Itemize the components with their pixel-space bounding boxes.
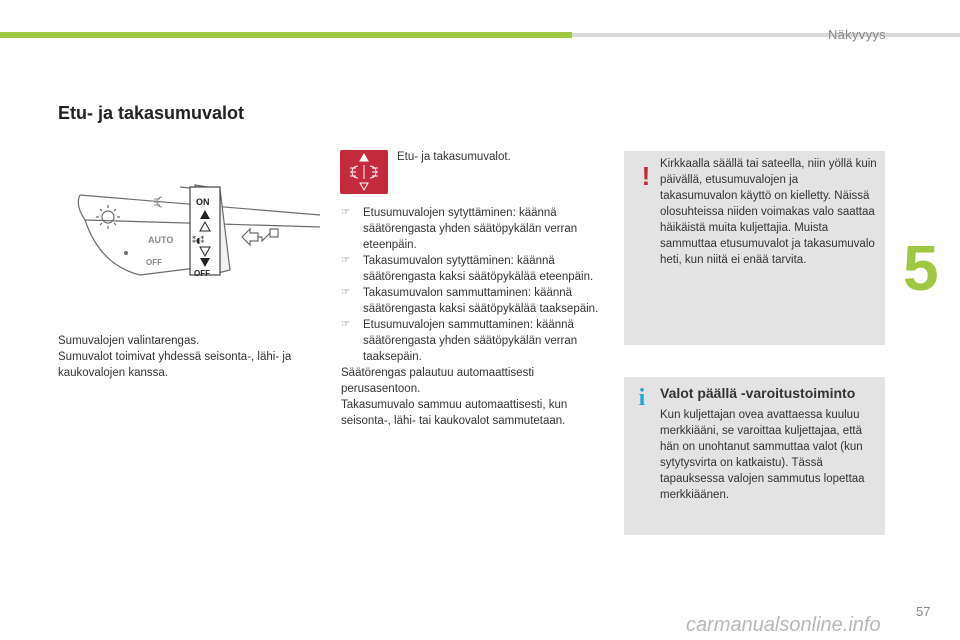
section-title: Näkyvyys xyxy=(827,27,886,42)
instruction-list xyxy=(341,205,606,429)
fog-lights-icon xyxy=(340,150,388,194)
watermark: carmanualsonline.info xyxy=(686,614,881,636)
rotate-arrows-icon xyxy=(242,229,278,245)
fog-ring xyxy=(190,187,220,278)
sun-icon xyxy=(96,205,120,229)
stalk-caption xyxy=(58,333,328,381)
note-paragraph: Takasumuvalo sammuu automaattisesti, kun seisonta-, lähi- tai kaukovalot sammutetaan. xyxy=(341,399,568,427)
list-item: ☞ Takasumuvalon sytyttäminen: käännä säätörengasta kaksi säätöpykälää eteenpäin. xyxy=(341,255,594,283)
page-number: 57 xyxy=(916,604,931,619)
stalk-label-on: ON xyxy=(196,197,210,207)
note-paragraph: Säätörengas palautuu automaattisesti perusasentoon. xyxy=(341,367,535,395)
list-item: ☞ Etusumuvalojen sammuttaminen: käännä säätörengasta yhden säätöpykälän verran taaksepäin. xyxy=(341,319,578,363)
page-title: Etu- ja takasumuvalot xyxy=(58,103,245,123)
info-box xyxy=(624,377,885,535)
info-title: Valot päällä -varoitustoiminto xyxy=(660,385,856,401)
stalk-label-off-ring: OFF xyxy=(194,269,210,278)
warning-box xyxy=(624,151,885,345)
hand-pointer-icon: ☞ xyxy=(341,319,350,330)
info-text: Kun kuljettajan ovea avattaessa kuuluu merkkiääni, se varoittaa kuljettajaa, että hän on unohtanut sammuttaa valot (kun sytytysvirta on katkaistu). Tässä tapauksessa valojen sammutus lopettaa merkkiäänen. xyxy=(660,409,865,501)
header-rule xyxy=(572,33,960,37)
fog-lights-badge xyxy=(340,150,388,194)
header-accent-bar xyxy=(0,32,572,38)
list-item: ☞ Takasumuvalon sammuttaminen: käännä säätörengasta kaksi säätöpykälää taaksepäin. xyxy=(341,287,599,315)
hand-pointer-icon: ☞ xyxy=(341,255,350,266)
badge-label: Etu- ja takasumuvalot. xyxy=(397,151,511,163)
indicator-dot-icon xyxy=(124,251,128,255)
hand-pointer-icon: ☞ xyxy=(341,287,350,298)
hand-pointer-icon: ☞ xyxy=(341,207,350,218)
exclamation-icon: ! xyxy=(641,161,651,191)
light-stalk-illustration xyxy=(70,175,320,295)
chapter-number: 5 xyxy=(903,232,939,304)
info-icon: i xyxy=(638,385,646,411)
stalk-label-off: OFF xyxy=(146,258,162,267)
stalk-label-auto: AUTO xyxy=(148,235,174,245)
caption-line-1: Sumuvalojen valintarengas. xyxy=(58,335,200,347)
caption-line-2: Sumuvalot toimivat yhdessä seisonta-, lähi- ja kaukovalojen kanssa. xyxy=(58,351,292,379)
warning-text: Kirkkaalla säällä tai sateella, niin yöllä kuin päivällä, etusumuvalojen ja takasumuvalon käyttö on kielletty. Näissä olosuhteissa niiden voimakas valo saattaa häikäistä muita kuljettajia. Muista sammuttaa etusumuvalot ja takasumuvalo heti, kun niitä ei enää tarvita. xyxy=(660,158,877,266)
list-item: ☞ Etusumuvalojen sytyttäminen: käännä säätörengasta yhden säätöpykälän verran eteenpäin. xyxy=(341,207,578,251)
fog-symbol-icon: ⁑◖⁑ xyxy=(192,236,205,245)
